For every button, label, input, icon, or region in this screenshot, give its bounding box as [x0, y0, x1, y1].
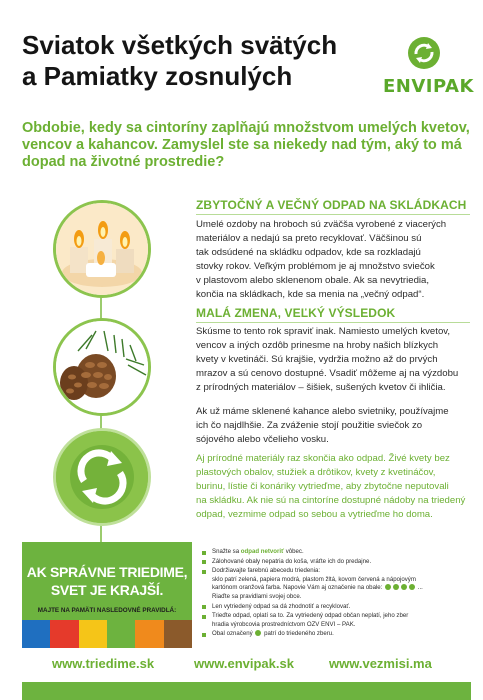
banner-subtitle: MAJTE NA PAMÄTI NASLEDOVNÉ PRAVIDLÁ:: [37, 607, 177, 614]
text-line: Ak už máme sklenené kahance alebo svietniky, používajme: [196, 406, 449, 417]
footer-bar: [22, 682, 471, 700]
list-item: [202, 558, 472, 567]
sorting-mark-icon: [401, 584, 407, 590]
list-item: [202, 548, 472, 557]
text-line: sójového alebo včelieho vosku.: [196, 434, 329, 445]
text-line: plastových obalov, stužiek a drôtikov, kvety z kvetináčov,: [196, 467, 436, 478]
section-text-natural-waste: [196, 452, 476, 522]
list-item: [202, 603, 472, 612]
section-heading-landfill: ZBYTOČNÝ A VEČNÝ ODPAD NA SKLÁDKACH: [196, 198, 467, 212]
list-item: [202, 630, 472, 639]
section-text-landfill: [196, 218, 476, 302]
color-stripe: [22, 620, 50, 648]
text-line: končia na skládkach, kde sa menia na „večný odpad“.: [196, 289, 425, 300]
color-stripes: [22, 620, 192, 648]
color-stripe: [164, 620, 192, 648]
pine-cones-icon: [56, 321, 148, 413]
title-line-1: Sviatok všetkých svätých: [22, 30, 338, 60]
color-stripe: [135, 620, 163, 648]
footer-links: [0, 656, 483, 672]
banner-headline-2: SVET JE KRAJŠÍ.: [50, 582, 164, 598]
sorting-mark-icon: [385, 584, 391, 590]
link-envipak[interactable]: www.envipak.sk: [194, 656, 294, 671]
tip-text: Obal označený: [212, 630, 253, 638]
tip-text: Dodržiavajte farebnú abecedu triedenia:: [212, 567, 321, 575]
candles-image: [53, 200, 151, 298]
list-item: Dodržiavajte farebnú abecedu triedenia: sklo patrí zelená, papiera modrá, plastom žltá, kovom červená a nápojovým kartónom oranžová farba. Napovie Vám aj označenie na obale: ... Riaďte sa pravidlami svojej obce.: [202, 567, 472, 601]
candles-icon: [56, 203, 148, 295]
text-line: burinu, lístie či konáriky vytrieďme, aby zbytočne neputovali: [196, 481, 449, 492]
text-line: vencov a iných ozdôb prinesme na hroby našich blízkych: [196, 340, 439, 351]
color-stripe: [50, 620, 78, 648]
recycle-icon: [407, 36, 441, 70]
text-line: ich čo najdlhšie. Za zváženie stojí použitie sviečok zo: [196, 420, 423, 431]
pine-cones-image: [53, 318, 151, 416]
sorting-mark-icon: [393, 584, 399, 590]
recycle-image: [53, 428, 151, 526]
text-line: odpad, vezmime odpad so sebou a vytrieďme ho doma.: [196, 509, 433, 520]
tip-text: Riaďte sa pravidlami svojej obce.: [212, 592, 302, 600]
tip-text: Snažte sa: [212, 548, 241, 555]
intro-text: [22, 120, 472, 171]
color-stripe: [107, 620, 135, 648]
tip-text: sklo patrí zelená, papiera modrá, plastom žltá, kovom červená a nápojovým: [212, 575, 416, 583]
text-line: tak odsúdené na skládku odpadov, kde sa rozkladajú: [196, 247, 421, 258]
intro-line: dopad na životné prostredie?: [22, 154, 225, 170]
tip-highlight: odpad netvoriť: [240, 548, 285, 555]
title-line-2: a Pamiatky zosnulých: [22, 61, 293, 91]
tip-text: Len vytriedený odpad sa dá zhodnotiť a recyklovať.: [212, 602, 351, 610]
section-text-small-change: [196, 325, 476, 395]
sorting-banner: [22, 542, 192, 648]
intro-line: vencov a kahancov. Zamyslel ste sa niekedy nad tým, aký to má: [22, 137, 462, 153]
text-line: mrazov a sú cenovo dostupné. Vsadiť môžeme aj na výzdobu: [196, 368, 459, 379]
text-line: Skúsme to tento rok spraviť inak. Namiesto umelých kvetov,: [196, 326, 451, 337]
sorting-mark-icon: [409, 584, 415, 590]
text-line: materiálov a nedajú sa preto recyklovať. Väčšinou sú: [196, 233, 422, 244]
intro-line: Obdobie, kedy sa cintoríny zaplňajú množstvom umelých kvetov,: [22, 120, 470, 136]
section-heading-small-change: MALÁ ZMENA, VEĽKÝ VÝSLEDOK: [196, 306, 396, 320]
tip-text: patrí do triedeného zberu.: [264, 630, 334, 638]
page-title: [22, 30, 382, 92]
text-line: Aj prírodné materiály raz skončia ako odpad. Živé kvety bez: [196, 453, 450, 464]
rules-list: [202, 548, 472, 640]
color-stripe: [79, 620, 107, 648]
tip-text: hradia výrobcovia prostredníctvom OZV ENVI – PAK.: [212, 620, 356, 628]
text-line: Umelé ozdoby na hroboch sú zväčša vyrobené z viacerých: [196, 219, 447, 230]
recycle-icon: [56, 431, 148, 523]
tip-text: kartónom oranžová farba. Napovie Vám aj označenie na obale:: [212, 584, 383, 592]
text-line: kvety v kvetináči. Sú krajšie, vydržia možno až do prvých: [196, 354, 438, 365]
list-item: [202, 612, 472, 629]
text-line: v plastovom alebo sklenenom obale. Ak sa nevytriedia,: [196, 275, 430, 286]
text-line: na skládku. Ak nie sú na cintoríne dostupné nádoby na triedený: [196, 495, 466, 506]
link-triedime[interactable]: www.triedime.sk: [52, 656, 155, 671]
section-text-candles: [196, 405, 476, 447]
tip-text: vôbec.: [284, 548, 304, 555]
divider: [196, 214, 470, 215]
divider: [196, 322, 470, 323]
tip-text: Trieďte odpad, oplatí sa to. Za vytriedený odpad občan neplatí, jeho zber: [212, 612, 409, 620]
link-vezmisi[interactable]: www.vezmisi.ma: [329, 656, 432, 671]
text-line: z prírodných materiálov – šišiek, sušených kvetov či ihličia.: [196, 382, 446, 393]
text-line: stovky rokov. Veľkým problémom je aj množstvo sviečok: [196, 261, 435, 272]
tip-text: Zálohované obaly nepatria do koša, vráťte ich do predajne.: [212, 557, 372, 565]
logo-text: ENVIPAK: [383, 76, 474, 97]
recycle-mark-icon: [255, 630, 261, 636]
banner-headline-1: AK SPRÁVNE TRIEDIME,: [26, 564, 188, 580]
